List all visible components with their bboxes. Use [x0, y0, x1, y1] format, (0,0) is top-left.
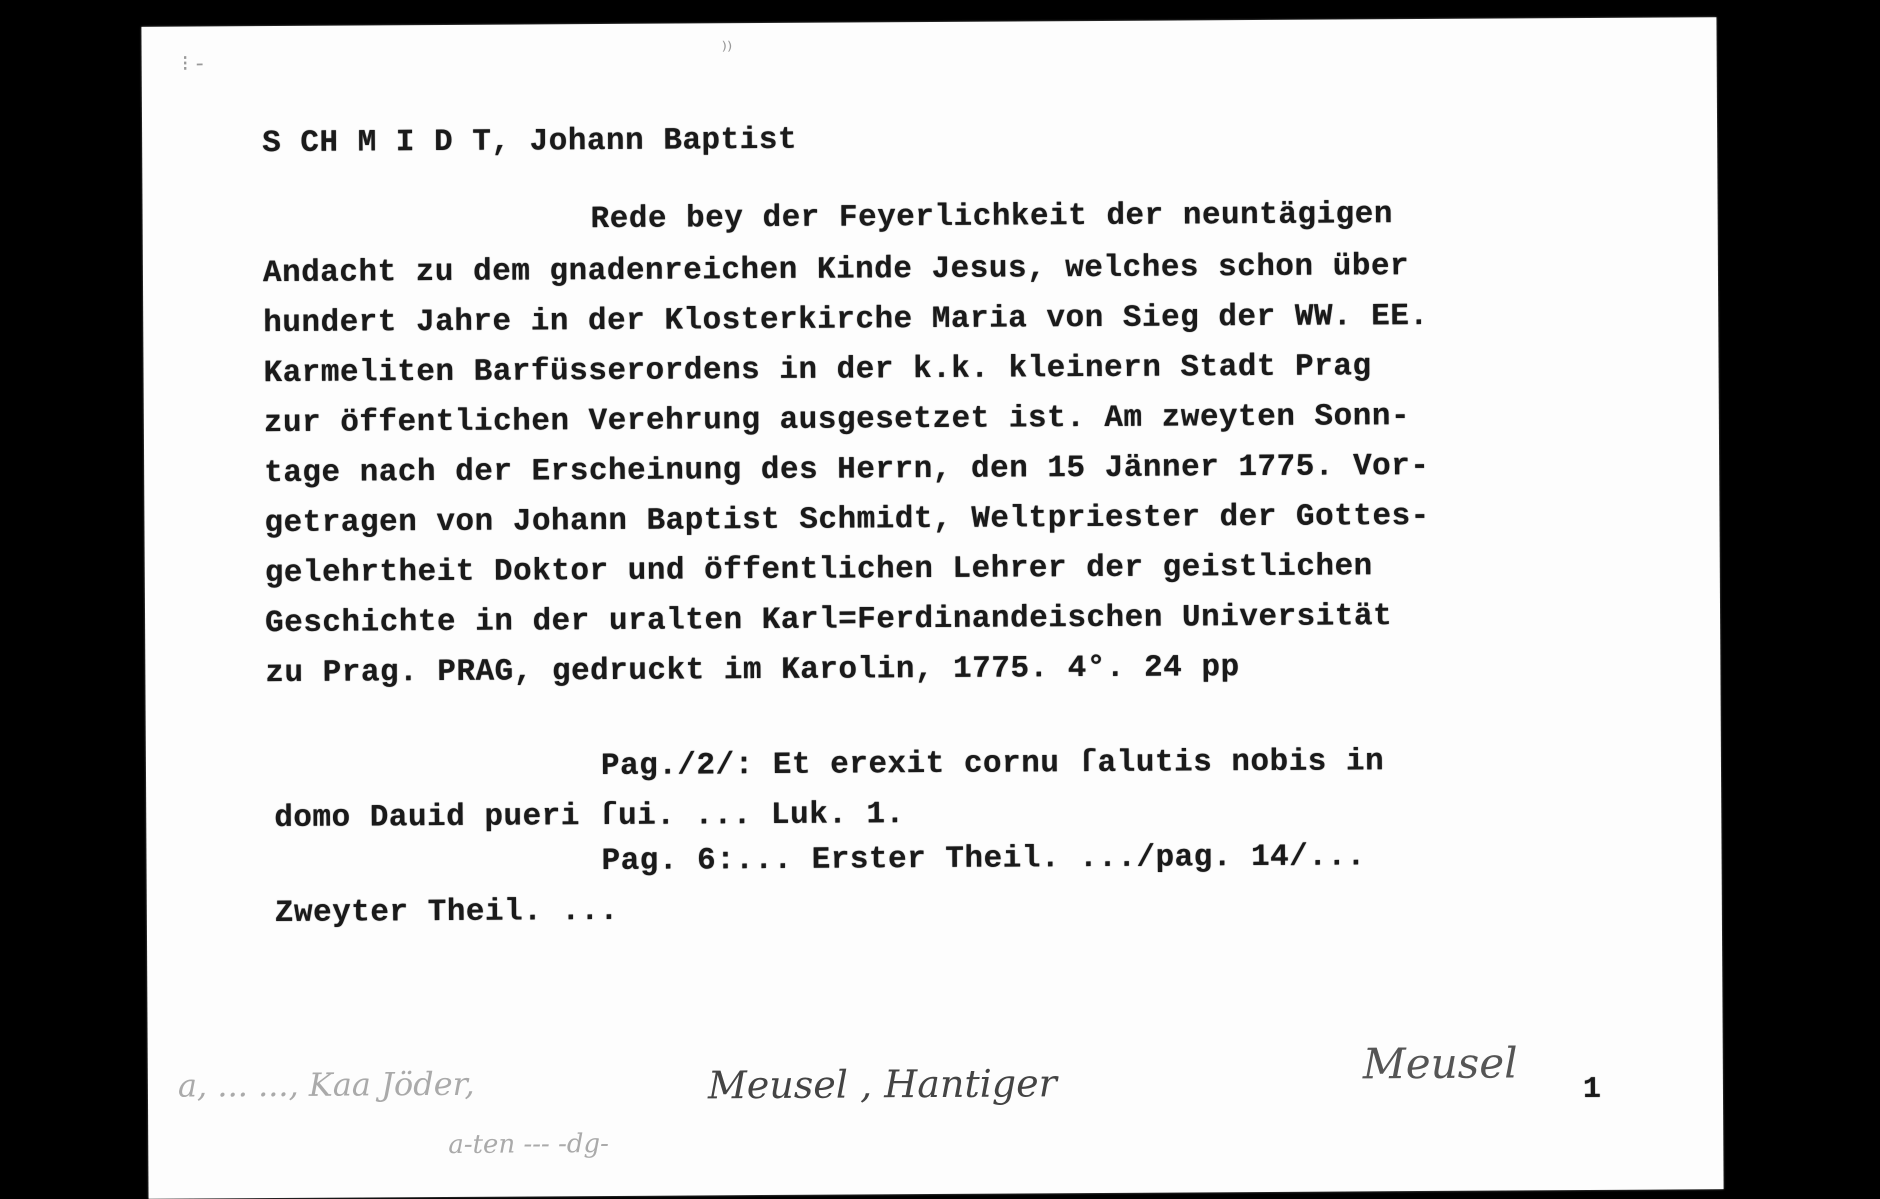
body-line-8: gelehrtheit Doktor und öffentlichen Lehrer der geistlichen	[264, 549, 1373, 592]
body-line-1: Rede bey der Feyerlichkeit der neuntägigen	[590, 197, 1394, 238]
card-heading: S CH M I D T, Johann Baptist	[262, 122, 798, 162]
body-line-6: tage nach der Erscheinung des Herrn, den 15 Jänner 1775. Vor-	[264, 448, 1430, 492]
body-line-4: Karmeliten Barfüsserordens in der k.k. kleinern Stadt Prag	[263, 349, 1372, 392]
handwritten-note-mid: Meusel , Hantiger	[707, 1061, 1057, 1108]
stray-mark-top-left: ⁝ -	[181, 51, 204, 77]
quote-line-2: domo Dauid pueri ſui. ... Luk. 1.	[274, 797, 905, 837]
body-line-9: Geschichte in der uralten Karl=Ferdinandeischen Universität	[264, 599, 1393, 642]
stray-mark-top-center: ⁾⁾	[721, 38, 733, 64]
quote-line-4: Zweyter Theil. ...	[274, 893, 619, 932]
body-line-3: hundert Jahre in der Klosterkirche Maria von Sieg der WW. EE.	[263, 298, 1429, 342]
body-line-5: zur öffentlichen Verehrung ausgesetzet ist. Am zweyten Sonn-	[263, 399, 1411, 442]
handwritten-note-faint: a, ... ..., Kaa Jöder,	[177, 1064, 475, 1105]
catalog-card	[141, 17, 1723, 1199]
handwritten-note-faint-below: a-ten --- -dg-	[448, 1128, 609, 1160]
body-line-2: Andacht zu dem gnadenreichen Kinde Jesus, welches schon über	[262, 249, 1410, 292]
quote-line-1: Pag./2/: Et erexit cornu ſalutis nobis in	[600, 744, 1385, 785]
page-number: 1	[1582, 1072, 1602, 1108]
body-line-10: zu Prag. PRAG, gedruckt im Karolin, 1775. 4°. 24 pp	[265, 650, 1240, 692]
body-line-7: getragen von Johann Baptist Schmidt, Weltpriester der Gottes-	[264, 498, 1430, 542]
quote-line-3: Pag. 6:... Erster Theil. .../pag. 14/...	[601, 839, 1366, 880]
handwritten-note-right: Meusel	[1362, 1038, 1518, 1089]
